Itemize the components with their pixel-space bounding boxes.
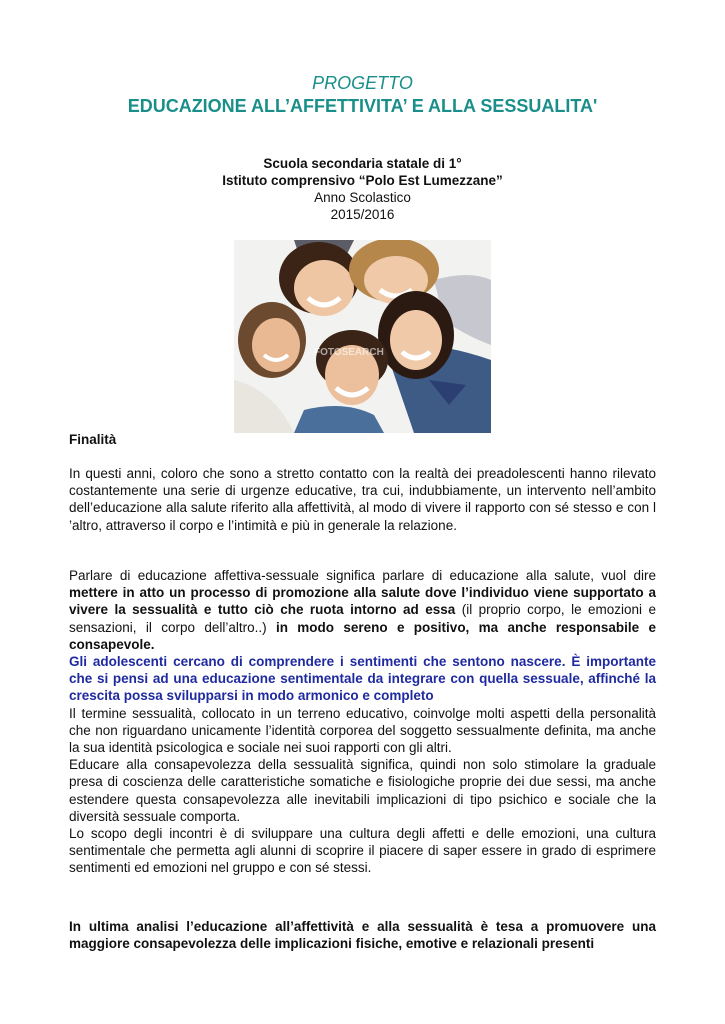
school-year: 2015/2016: [330, 207, 395, 222]
page-title: EDUCAZIONE ALL’AFFETTIVITA’ E ALLA SESSUALITA': [127, 96, 598, 116]
paragraph-5: Educare alla consapevolezza della sessualità significa, quindi non solo stimolare la graduale presa di coscienza delle caratteristiche somatiche e fisiologiche proprie dei due sessi, ma anche estendere questa consapevolezza alle inevitabili implicazioni di tipo psichico e sociale che la diversità sessuale comporta.: [69, 757, 656, 824]
p2-part-a: Parlare di educazione affettiva-sessuale significa parlare di educazione alla salute, vuol dire: [69, 568, 656, 583]
p2-part-d: in modo sereno e positivo, ma anche responsabile e consapevole.: [69, 619, 656, 652]
paragraph-4: Il termine sessualità, collocato in un terreno educativo, coinvolge molti aspetti della personalità che non riguardano unicamente l’identità corporea del soggetto sessualmente definita, ma anche la sua identità psicologica e sociale nei suoi rapporti con gli altri.: [69, 705, 656, 756]
paragraph-intro: [69, 465, 656, 534]
paragraph-2: [69, 567, 656, 653]
photo-watermark: FOTOSEARCH: [314, 347, 384, 358]
paragraph-1: In questi anni, coloro che sono a stretto contatto con la realtà dei preadolescenti hanno rilevato costantemente una serie di urgenze educative, tra cui, indubbiamente, un intervento nell’ambito dell’educazione alla salute riferito alla affettività, al modo di vivere il rapporto con sé stesso e con l ’altro, attraverso il corpo e l’intimità e più in generale la relazione.: [69, 466, 656, 533]
paragraph-final: [69, 918, 656, 952]
paragraph-6: Lo scopo degli incontri è di sviluppare una cultura degli affetti e delle emozioni, una cultura sentimentale che permetta agli alunni di scoprire il piacere di saper essere in grado di esprimere sentimenti ed emozioni nel gruppo e con sé stessi.: [69, 826, 656, 876]
p2-part-b: mettere in atto un processo di promozione alla salute dove l’individuo viene supportato a vivere la sessualità e tutto ciò che ruota intorno ad essa: [69, 585, 656, 618]
school-type: Scuola secondaria statale di 1°: [263, 156, 462, 171]
school-institute: Istituto comprensivo “Polo Est Lumezzane”: [222, 173, 503, 188]
section-heading: [69, 431, 656, 448]
students-photo: [234, 240, 491, 433]
school-year-label: Anno Scolastico: [314, 190, 411, 205]
paragraph-7: In ultima analisi l’educazione all’affettività e alla sessualità è tesa a promuovere una maggiore consapevolezza delle implicazioni fisiche, emotive e relazionali presenti: [69, 919, 656, 952]
p2-part-c: (il proprio corpo, le emozioni e sensazioni, il corpo dell’altro..): [69, 602, 657, 635]
school-info: [0, 155, 725, 223]
paragraph-3-highlight: Gli adolescenti cercano di comprendere i sentimenti che sentono nascere. È importante che si pensi ad una educazione sentimentale da integrare con quella sessuale, affinché la crescita possa svilupparsi in modo armonico e completo: [69, 654, 656, 704]
paragraph-block: [69, 567, 656, 877]
section-heading-text: Finalità: [69, 432, 117, 447]
project-label: PROGETTO: [312, 73, 413, 93]
